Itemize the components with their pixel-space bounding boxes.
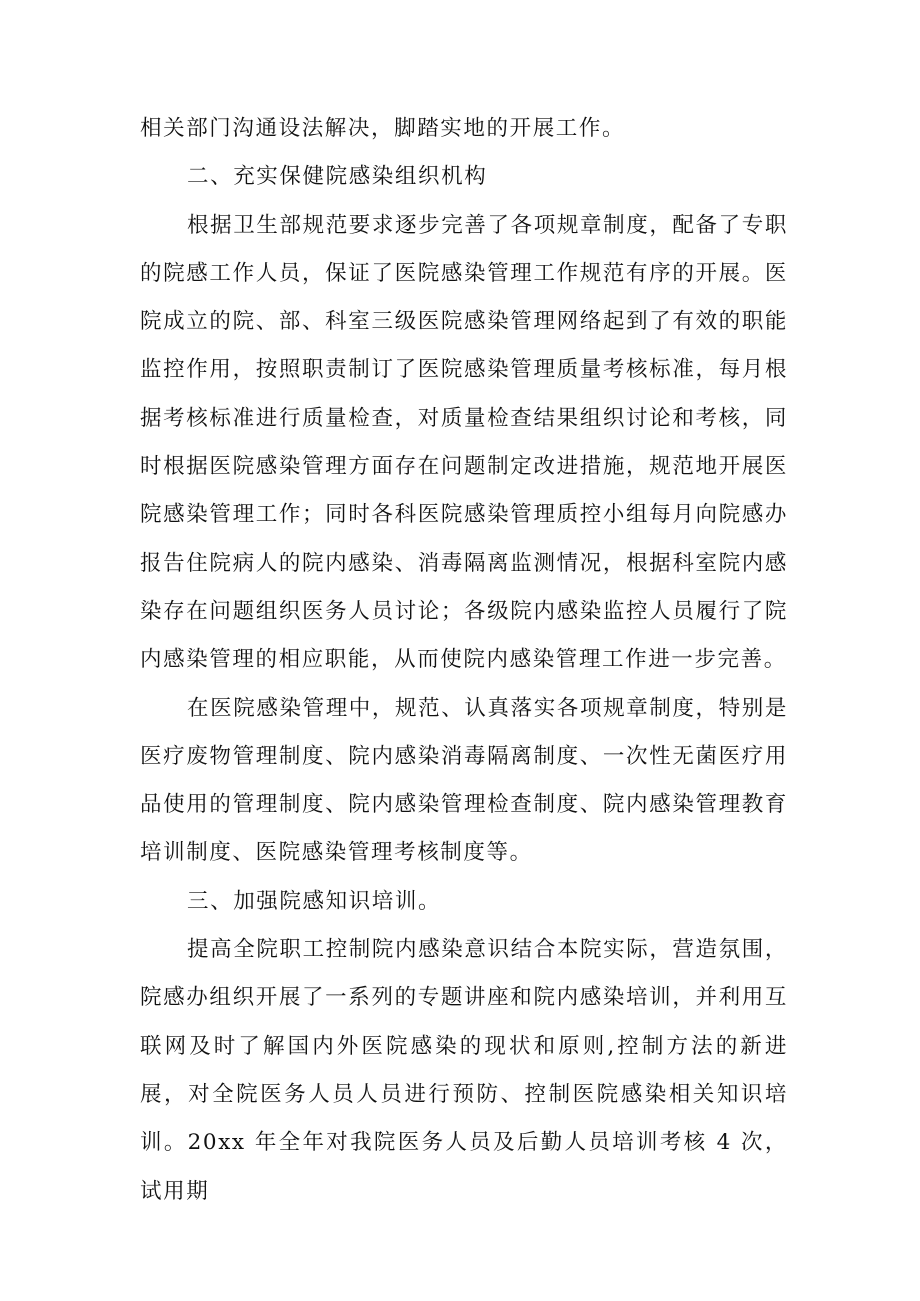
paragraph-organization: 根据卫生部规范要求逐步完善了各项规章制度，配备了专职的院感工作人员，保证了医院感染管理工作规范有序的开展。医院成立的院、部、科室三级医院感染管理网络起到了有效的职能监控作用，按照职责制订了医院感染管理质量考核标准，每月根据考核标准进行质量检查，对质量检查结果组织讨论和考核，同时根据医院感染管理方面存在问题制定改进措施，规范地开展医院感染管理工作；同时各科医院感染管理质控小组每月向院感办报告住院病人的院内感染、消毒隔离监测情况，根据科室院内感染存在问题组织医务人员讨论；各级院内感染监控人员履行了院内感染管理的相应职能，从而使院内感染管理工作进一步完善。 <box>140 212 788 673</box>
body-text <box>140 105 788 1216</box>
section-heading-2: 二、充实保健院感染组织机构 <box>187 164 488 190</box>
section-heading-3: 三、加强院感知识培训。 <box>187 888 442 914</box>
paragraph-continuation: 相关部门沟通设法解决，脚踏实地的开展工作。 <box>140 116 626 141</box>
paragraph-training: 提高全院职工控制院内感染意识结合本院实际，营造氛围，院感办组织开展了一系列的专题讲座和院内感染培训，并利用互联网及时了解国内外医院感染的现状和原则,控制方法的新进展，对全院医务人员人员进行预防、控制医院感染相关知识培训。20xx 年全年对我院医务人员及后勤人员培训考核 4 次，试用期 <box>140 937 788 1204</box>
paragraph-regulations: 在医院感染管理中，规范、认真落实各项规章制度，特别是医疗废物管理制度、院内感染消毒隔离制度、一次性无菌医疗用品使用的管理制度、院内感染管理检查制度、院内感染管理教育培训制度、医院感染管理考核制度等。 <box>140 695 788 866</box>
